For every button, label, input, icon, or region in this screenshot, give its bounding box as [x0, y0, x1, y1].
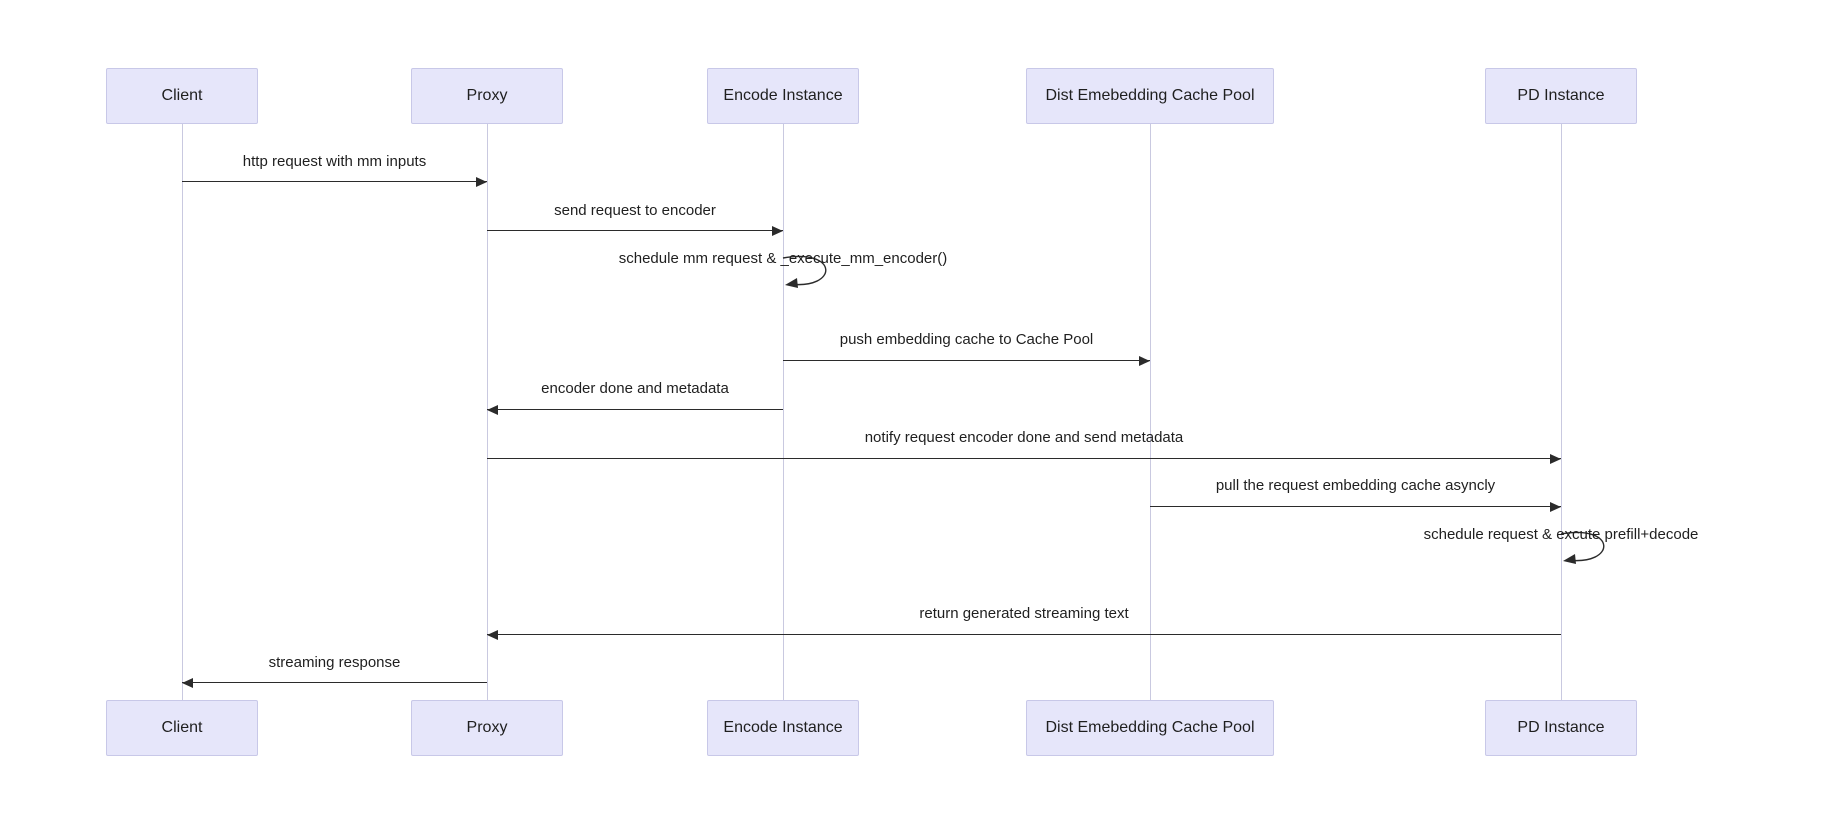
participant-label: PD Instance [1517, 719, 1605, 736]
participant-cachepool-top[interactable] [1026, 68, 1274, 124]
participant-label: Encode Instance [723, 87, 843, 104]
message-label-m1: http request with mm inputs [242, 153, 427, 170]
participant-proxy-bottom[interactable] [411, 700, 563, 756]
message-label-m7: pull the request embedding cache asyncly [1215, 477, 1496, 494]
arrowhead-m9 [487, 630, 498, 640]
participant-encode-bottom[interactable] [707, 700, 859, 756]
participant-label: PD Instance [1517, 87, 1605, 104]
participant-cachepool-bottom[interactable] [1026, 700, 1274, 756]
participant-label: Proxy [466, 87, 508, 104]
message-line-m7 [1150, 506, 1561, 507]
participant-label: Encode Instance [723, 719, 843, 736]
message-label-m5: encoder done and metadata [541, 380, 729, 397]
arrowhead-m4 [1139, 356, 1150, 366]
message-line-m2 [487, 230, 783, 231]
arrowhead-m5 [487, 405, 498, 415]
message-label-m10: streaming response [268, 654, 401, 671]
message-label-m4: push embedding cache to Cache Pool [839, 331, 1094, 348]
arrowhead-m1 [476, 177, 487, 187]
message-line-m9 [487, 634, 1561, 635]
message-line-m1 [182, 181, 487, 182]
arrowhead-m10 [182, 678, 193, 688]
message-label-m3: schedule mm request & _execute_mm_encoder() [618, 250, 948, 267]
participant-client-bottom[interactable] [106, 700, 258, 756]
message-label-m6: notify request encoder done and send metadata [864, 429, 1184, 446]
arrowhead-m6 [1550, 454, 1561, 464]
participant-client-top[interactable] [106, 68, 258, 124]
message-label-m2: send request to encoder [554, 202, 716, 219]
message-label-m8: schedule request & excute prefill+decode [1423, 526, 1699, 543]
message-line-m5 [487, 409, 783, 410]
participant-label: Dist Emebedding Cache Pool [1045, 719, 1255, 736]
participant-encode-top[interactable] [707, 68, 859, 124]
message-line-m10 [182, 682, 487, 683]
lifeline-pd [1561, 124, 1562, 700]
message-label-m9: return generated streaming text [919, 605, 1129, 622]
message-line-m6 [487, 458, 1561, 459]
participant-label: Dist Emebedding Cache Pool [1045, 87, 1255, 104]
lifeline-client [182, 124, 183, 700]
participant-label: Proxy [466, 719, 508, 736]
participant-pd-top[interactable] [1485, 68, 1637, 124]
participant-pd-bottom[interactable] [1485, 700, 1637, 756]
lifeline-encode [783, 124, 784, 700]
lifeline-cachepool [1150, 124, 1151, 700]
arrowhead-m2 [772, 226, 783, 236]
participant-proxy-top[interactable] [411, 68, 563, 124]
arrowhead-m7 [1550, 502, 1561, 512]
participant-label: Client [161, 87, 203, 104]
participant-label: Client [161, 719, 203, 736]
message-line-m4 [783, 360, 1150, 361]
